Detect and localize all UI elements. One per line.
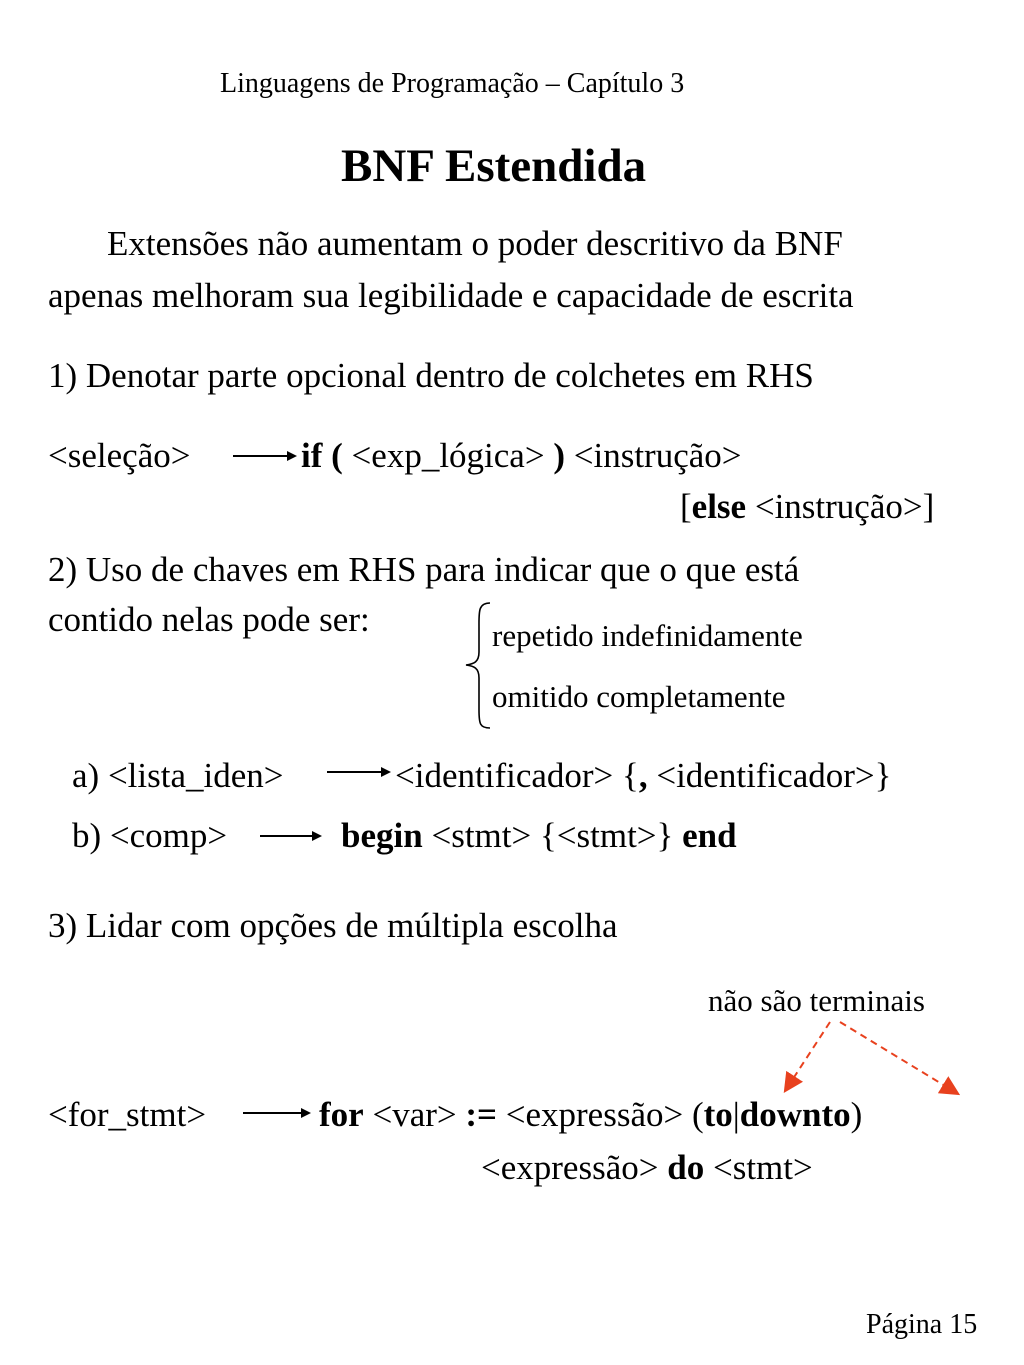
section2-line-2: contido nelas pode ser: <box>48 600 370 639</box>
keyword-else: else <box>691 487 747 526</box>
for-rhs-line-2 <box>481 1150 813 1185</box>
keyword-assign: := <box>465 1095 497 1134</box>
var: <var> <box>363 1095 466 1134</box>
page-number: Página 15 <box>866 1309 978 1340</box>
for-rhs <box>319 1097 862 1132</box>
paren-close: ) <box>850 1095 863 1134</box>
example-a-lhs: a) <lista_iden> <box>72 756 284 795</box>
arrow-icon <box>243 1107 311 1119</box>
selection-lhs: <seleção> <box>48 436 191 475</box>
page-title: BNF Estendida <box>341 140 647 192</box>
keyword-to: to <box>703 1095 733 1134</box>
identificador: <identificador> { <box>395 756 639 795</box>
arrow-to-to <box>787 1022 830 1088</box>
keyword-end: end <box>682 816 737 855</box>
section1-heading: 1) Denotar parte opcional dentro de colchetes em RHS <box>48 356 814 395</box>
bracket-open: [ <box>680 487 692 526</box>
keyword-do: do <box>667 1148 705 1187</box>
alt-bar: | <box>732 1095 740 1134</box>
option-repeated: repetido indefinidamente <box>492 618 803 653</box>
keyword-for: for <box>319 1095 364 1134</box>
stmt-list: <stmt> {<stmt>} <box>422 816 683 855</box>
section2-line-1: 2) Uso de chaves em RHS para indicar que o que está <box>48 550 800 589</box>
keyword-downto: downto <box>739 1095 851 1134</box>
exp-logica: <exp_lógica> <box>351 436 545 475</box>
identificador-repeat: <identificador>} <box>647 756 892 795</box>
annotation-label: não são terminais <box>708 983 925 1018</box>
keyword-begin: begin <box>341 816 423 855</box>
chapter-header: Linguagens de Programação – Capítulo 3 <box>220 68 685 99</box>
keyword-if: if ( <box>301 436 343 475</box>
expressao: <expressão> ( <box>496 1095 704 1134</box>
keyword-close-paren: ) <box>553 436 565 475</box>
comma-terminal: , <box>638 756 648 795</box>
instrucao: <instrução> <box>573 436 742 475</box>
example-b-lhs: b) <comp> <box>72 816 228 855</box>
stmt: <stmt> <box>704 1148 813 1187</box>
option-omitted: omitido completamente <box>492 679 786 714</box>
intro-line-2: apenas melhoram sua legibilidade e capacidade de escrita <box>48 276 854 315</box>
for-lhs: <for_stmt> <box>48 1095 207 1134</box>
intro-line-1: Extensões não aumentam o poder descritivo da BNF <box>107 224 843 263</box>
else-instrucao: <instrução>] <box>754 487 935 526</box>
expressao-2: <expressão> <box>481 1148 668 1187</box>
arrow-to-downto <box>840 1022 955 1092</box>
section3-heading: 3) Lidar com opções de múltipla escolha <box>48 906 618 945</box>
